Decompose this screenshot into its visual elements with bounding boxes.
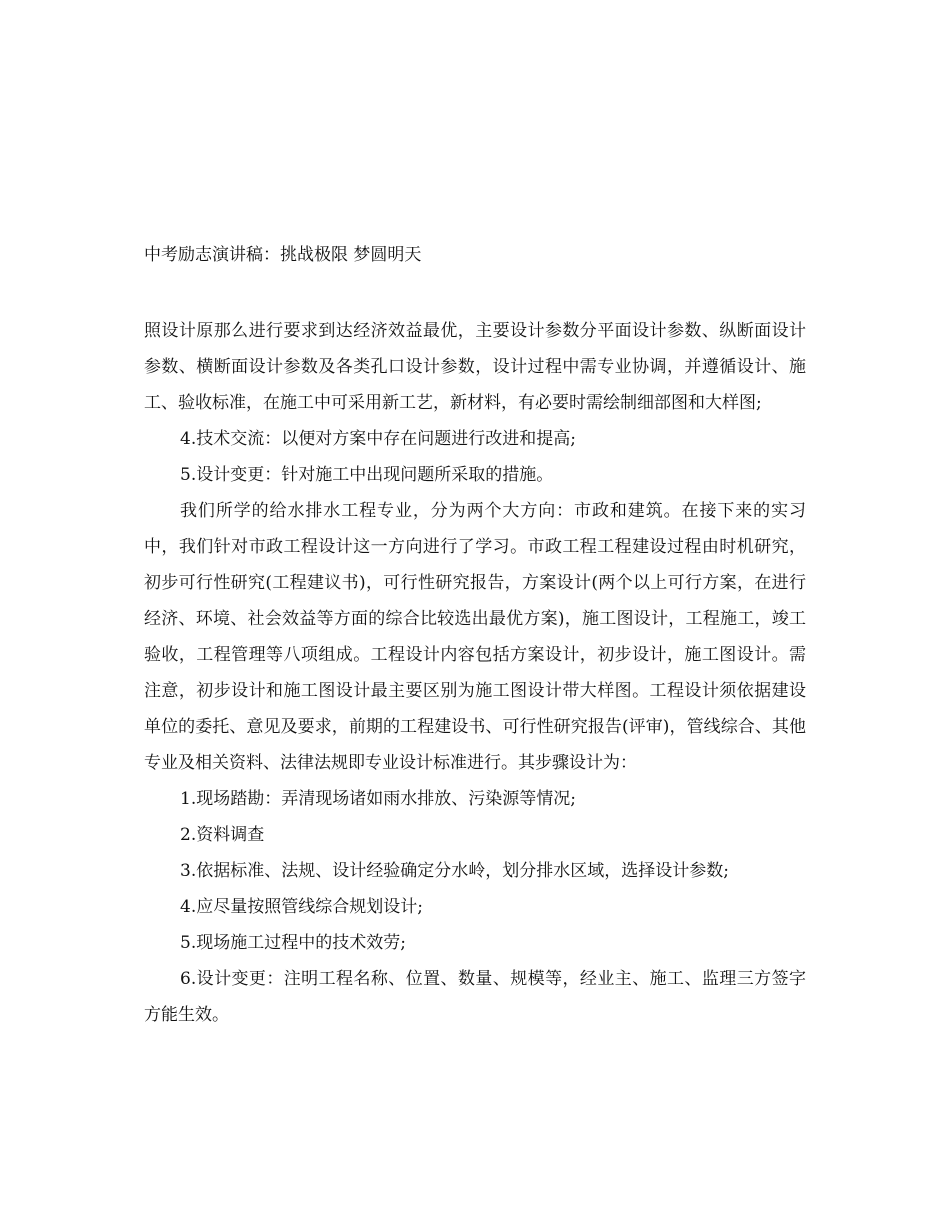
document-title: 中考励志演讲稿：挑战极限 梦圆明天	[144, 245, 422, 265]
paragraph-2: 4.技术交流：以便对方案中存在问题进行改进和提高;	[180, 429, 576, 449]
paragraph-7: 3.依据标准、法规、设计经验确定分水岭，划分排水区域，选择设计参数;	[180, 861, 729, 881]
paragraph-10: 6.设计变更：注明工程名称、位置、数量、规模等，经业主、施工、监理三方签字方能生效。	[144, 969, 806, 1025]
paragraph-6: 2.资料调查	[180, 825, 265, 845]
document-body	[144, 313, 806, 1033]
paragraph-9: 5.现场施工过程中的技术效劳;	[180, 933, 406, 953]
paragraph-3: 5.设计变更：针对施工中出现问题所采取的措施。	[180, 465, 554, 485]
paragraph-4: 我们所学的给水排水工程专业，分为两个大方向：市政和建筑。在接下来的实习中，我们针对市政工程设计这一方向进行了学习。市政工程工程建设过程由时机研究，初步可行性研究(工程建议书)，可行性研究报告，方案设计(两个以上可行方案，在进行经济、环境、社会效益等方面的综合比较选出最优方案)，施工图设计，工程施工，竣工验收，工程管理等八项组成。工程设计内容包括方案设计，初步设计，施工图设计。需注意，初步设计和施工图设计最主要区别为施工图设计带大样图。工程设计须依据建设单位的委托、意见及要求，前期的工程建设书、可行性研究报告(评审)，管线综合、其他专业及相关资料、法律法规即专业设计标准进行。其步骤设计为：	[144, 501, 806, 773]
paragraph-8: 4.应尽量按照管线综合规划设计;	[180, 897, 423, 917]
paragraph-5: 1.现场踏勘：弄清现场诸如雨水排放、污染源等情况;	[180, 789, 576, 809]
paragraph-1: 照设计原那么进行要求到达经济效益最优，主要设计参数分平面设计参数、纵断面设计参数、横断面设计参数及各类孔口设计参数，设计过程中需专业协调，并遵循设计、施工、验收标准，在施工中可采用新工艺，新材料，有必要时需绘制细部图和大样图;	[144, 321, 806, 413]
